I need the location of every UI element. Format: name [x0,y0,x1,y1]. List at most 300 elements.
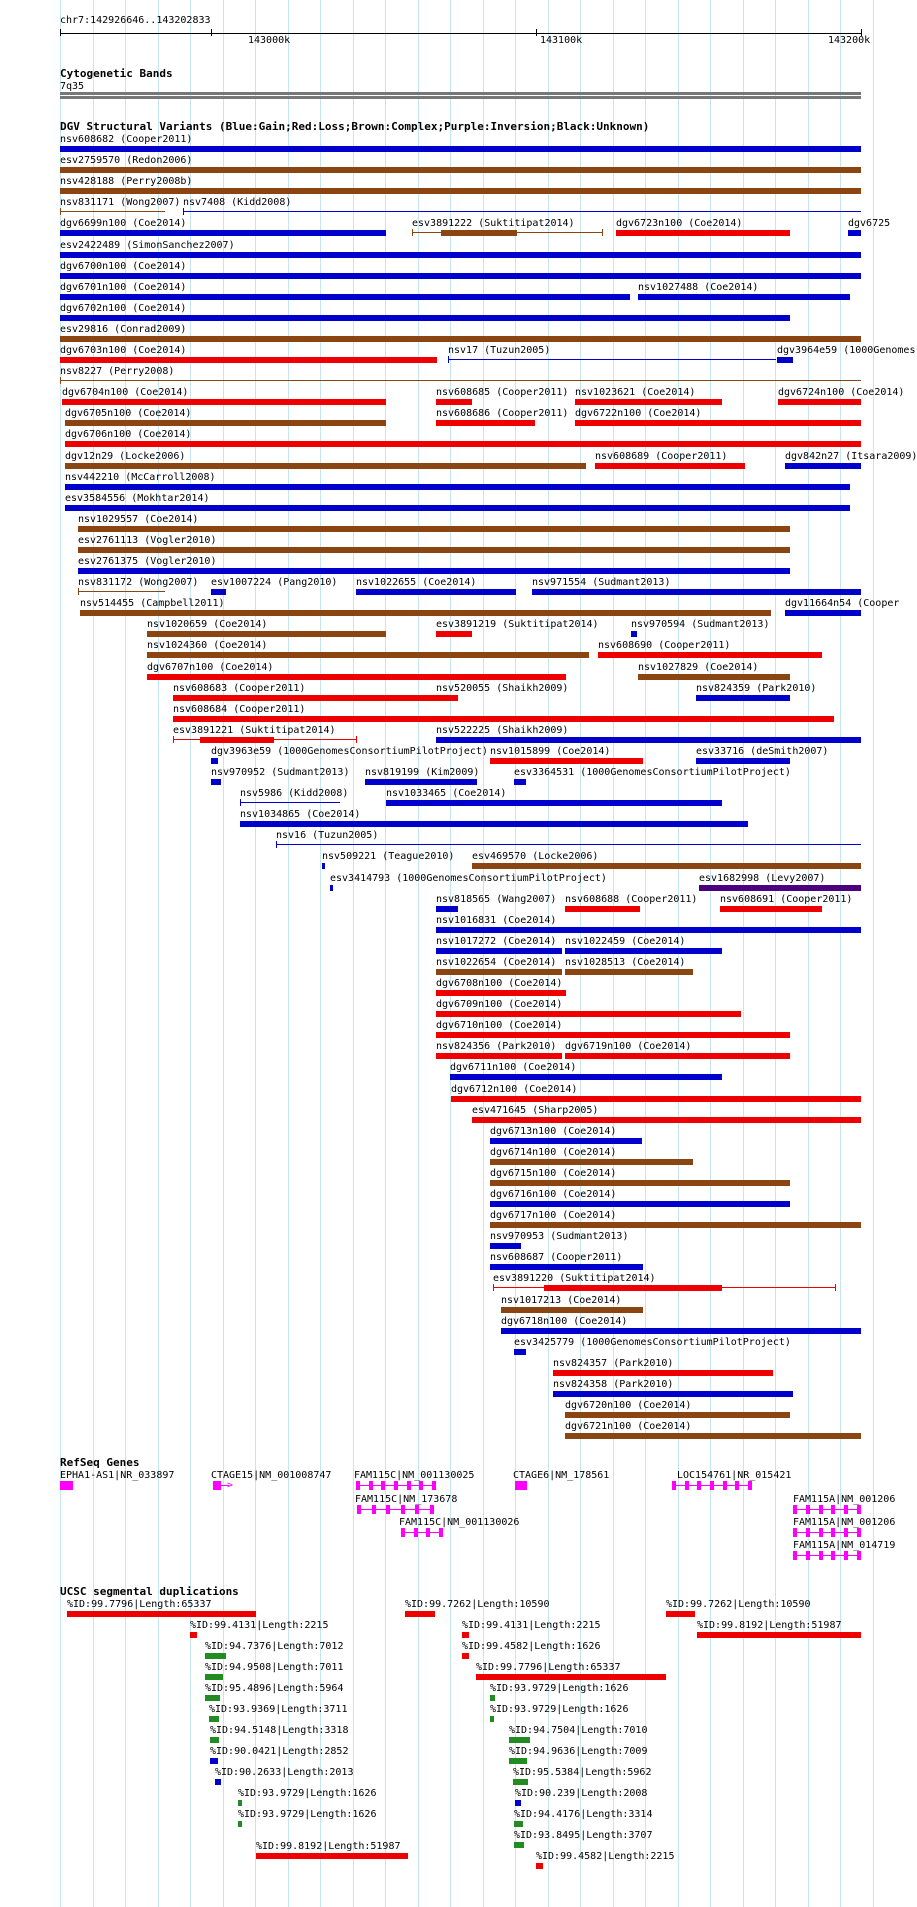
variant-bar[interactable] [436,906,458,912]
variant-label[interactable]: nsv819199 (Kim2009) [365,767,480,778]
variant-bar[interactable] [65,463,586,469]
segdup-bar[interactable] [509,1737,530,1743]
variant-bar[interactable] [436,1011,741,1017]
variant-label[interactable]: esv1682998 (Levy2007) [699,873,826,884]
variant-bar[interactable] [60,230,386,236]
variant-label[interactable]: dgv6712n100 (Coe2014) [451,1084,578,1095]
variant-label[interactable]: nsv971554 (Sudmant2013) [532,577,671,588]
variant-bar[interactable] [78,547,790,553]
variant-label[interactable]: nsv1017272 (Coe2014) [436,936,557,947]
gene-exon[interactable] [414,1528,418,1537]
variant-label[interactable]: dgv6723n100 (Coe2014) [616,218,743,229]
variant-label[interactable]: esv33716 (deSmith2007) [696,746,829,757]
variant-label[interactable]: dgv6721n100 (Coe2014) [565,1421,692,1432]
variant-label[interactable]: dgv842n27 (Itsara2009) [785,451,917,462]
variant-label[interactable]: nsv1033465 (Coe2014) [386,788,507,799]
variant-bar[interactable] [436,927,861,933]
gene-exon[interactable] [372,1505,376,1514]
variant-bar[interactable] [490,1222,861,1228]
variant-bar[interactable] [60,380,861,381]
variant-bar[interactable] [436,737,861,743]
variant-label[interactable]: nsv608690 (Cooper2011) [598,640,731,651]
variant-bar[interactable] [436,631,472,637]
variant-bar[interactable] [60,273,861,279]
variant-label[interactable]: nsv16 (Tuzun2005) [276,830,379,841]
variant-label[interactable]: dgv6710n100 (Coe2014) [436,1020,563,1031]
variant-bar[interactable] [60,188,861,194]
variant-bar[interactable] [553,1391,793,1397]
variant-bar[interactable] [173,695,436,701]
segdup-bar[interactable] [490,1716,494,1722]
variant-bar[interactable] [60,294,630,300]
variant-label[interactable]: esv3584556 (Mokhtar2014) [65,493,210,504]
gene-exon[interactable] [793,1551,797,1560]
variant-core-bar[interactable] [441,230,517,236]
variant-label[interactable]: nsv1027829 (Coe2014) [638,662,759,673]
variant-bar[interactable] [490,1180,790,1186]
variant-label[interactable]: nsv831171 (Wong2007) [60,197,181,208]
gene-exon[interactable] [819,1505,823,1514]
gene-exon[interactable] [685,1481,689,1490]
variant-bar[interactable] [490,1159,693,1165]
variant-label[interactable]: nsv509221 (Teague2010) [322,851,455,862]
segdup-bar[interactable] [190,1632,197,1638]
track-title-refseq-genes[interactable]: RefSeq Genes [60,1456,140,1469]
variant-bar[interactable] [365,779,477,785]
variant-label[interactable]: nsv7408 (Kidd2008) [183,197,292,208]
variant-label[interactable]: dgv6716n100 (Coe2014) [490,1189,617,1200]
variant-label[interactable]: nsv608689 (Cooper2011) [595,451,728,462]
variant-bar[interactable] [211,779,221,785]
segdup-label[interactable]: %ID:90.239|Length:2008 [515,1788,648,1799]
variant-bar[interactable] [616,230,790,236]
variant-label[interactable]: nsv970594 (Sudmant2013) [631,619,770,630]
segdup-label[interactable]: %ID:93.9369|Length:3711 [209,1704,348,1715]
variant-label[interactable]: dgv6706n100 (Coe2014) [65,429,192,440]
variant-label[interactable]: nsv1022459 (Coe2014) [565,936,686,947]
variant-label[interactable]: dgv6724n100 (Coe2014) [778,387,905,398]
variant-label[interactable]: nsv824359 (Park2010) [696,683,817,694]
cytoband-bar[interactable] [60,92,861,95]
gene-exon[interactable] [831,1528,835,1537]
variant-bar[interactable] [575,399,722,405]
variant-label[interactable]: dgv6709n100 (Coe2014) [436,999,563,1010]
segdup-label[interactable]: %ID:94.9636|Length:7009 [509,1746,648,1757]
variant-bar[interactable] [696,695,790,701]
variant-bar[interactable] [436,420,535,426]
variant-bar[interactable] [490,1264,643,1270]
variant-label[interactable]: nsv608686 (Cooper2011) [436,408,569,419]
variant-label[interactable]: nsv8227 (Perry2008) [60,366,175,377]
gene-exon[interactable] [748,1481,752,1490]
variant-label[interactable]: nsv520055 (Shaikh2009) [436,683,569,694]
segdup-label[interactable]: %ID:99.7262|Length:10590 [666,1599,811,1610]
gene-exon[interactable] [844,1551,848,1560]
gene-label[interactable]: FAM115A|NM_001206 [793,1494,896,1505]
variant-label[interactable]: dgv6705n100 (Coe2014) [65,408,192,419]
variant-bar[interactable] [386,800,722,806]
gene-exon[interactable] [672,1481,676,1490]
variant-label[interactable]: nsv428188 (Perry2008b) [60,176,193,187]
segdup-label[interactable]: %ID:99.4582|Length:2215 [536,1851,675,1862]
variant-label[interactable]: esv3364531 (1000GenomesConsortiumPilotProject) [514,767,791,778]
gene-exon[interactable] [357,1505,361,1514]
variant-bar[interactable] [60,357,437,363]
variant-bar[interactable] [785,610,861,616]
variant-label[interactable]: esv469570 (Locke2006) [472,851,599,862]
variant-label[interactable]: nsv608685 (Cooper2011) [436,387,569,398]
variant-bar[interactable] [436,948,562,954]
segdup-bar[interactable] [205,1674,223,1680]
variant-label[interactable]: esv3425779 (1000GenomesConsortiumPilotProject) [514,1337,791,1348]
variant-label[interactable]: nsv1034865 (Coe2014) [240,809,361,820]
gene-label[interactable]: CTAGE15|NM_001008747 [211,1470,332,1481]
variant-bar[interactable] [532,589,861,595]
variant-label[interactable]: nsv824357 (Park2010) [553,1358,674,1369]
gene-exon[interactable] [806,1505,810,1514]
variant-bar[interactable] [490,1243,521,1249]
variant-label[interactable]: nsv1016831 (Coe2014) [436,915,557,926]
variant-label[interactable]: nsv17 (Tuzun2005) [448,345,551,356]
segdup-bar[interactable] [513,1779,528,1785]
gene-exon[interactable] [710,1481,714,1490]
variant-label[interactable]: dgv6701n100 (Coe2014) [60,282,187,293]
variant-label[interactable]: dgv6700n100 (Coe2014) [60,261,187,272]
gene-exon[interactable] [844,1505,848,1514]
variant-bar[interactable] [147,631,386,637]
variant-label[interactable]: dgv6708n100 (Coe2014) [436,978,563,989]
variant-label[interactable]: dgv6717n100 (Coe2014) [490,1210,617,1221]
segdup-bar[interactable] [666,1611,695,1617]
variant-label[interactable]: dgv6707n100 (Coe2014) [147,662,274,673]
gene-exon[interactable] [430,1505,434,1514]
variant-bar[interactable] [638,674,790,680]
gene-exon[interactable] [432,1481,436,1490]
variant-bar[interactable] [595,463,745,469]
variant-bar[interactable] [565,948,722,954]
variant-bar[interactable] [65,505,850,511]
variant-bar[interactable] [78,526,790,532]
variant-core-bar[interactable] [544,1285,722,1291]
gene-exon[interactable] [415,1505,419,1514]
variant-bar[interactable] [356,589,516,595]
variant-label[interactable]: nsv831172 (Wong2007) [78,577,199,588]
variant-label[interactable]: dgv6704n100 (Coe2014) [62,387,189,398]
variant-bar[interactable] [65,484,850,490]
gene-exon[interactable] [831,1505,835,1514]
segdup-label[interactable]: %ID:93.9729|Length:1626 [238,1809,377,1820]
variant-label[interactable]: dgv6714n100 (Coe2014) [490,1147,617,1158]
variant-bar[interactable] [565,906,640,912]
variant-label[interactable]: esv3414793 (1000GenomesConsortiumPilotProject) [330,873,607,884]
variant-label[interactable]: dgv3963e59 (1000GenomesConsortiumPilotProject) [211,746,488,757]
variant-label[interactable]: dgv12n29 (Locke2006) [65,451,186,462]
variant-label[interactable]: esv2759570 (Redon2006) [60,155,193,166]
segdup-label[interactable]: %ID:94.7376|Length:7012 [205,1641,344,1652]
gene-exon[interactable] [857,1528,861,1537]
gene-exon[interactable] [844,1528,848,1537]
variant-bar[interactable] [777,357,793,363]
variant-bar[interactable] [450,1074,722,1080]
segdup-label[interactable]: %ID:90.0421|Length:2852 [210,1746,349,1757]
variant-label[interactable]: esv2761375 (Vogler2010) [78,556,217,567]
segdup-bar[interactable] [509,1758,527,1764]
segdup-label[interactable]: %ID:95.5384|Length:5962 [513,1767,652,1778]
variant-label[interactable]: nsv1017213 (Coe2014) [501,1295,622,1306]
variant-bar[interactable] [490,1138,642,1144]
variant-bar[interactable] [330,885,333,891]
segdup-bar[interactable] [67,1611,256,1617]
segdup-label[interactable]: %ID:94.7504|Length:7010 [509,1725,648,1736]
segdup-bar[interactable] [209,1716,219,1722]
variant-bar[interactable] [699,885,861,891]
variant-bar[interactable] [553,1370,773,1376]
segdup-bar[interactable] [205,1695,220,1701]
segdup-bar[interactable] [256,1853,408,1859]
variant-bar[interactable] [436,969,562,975]
variant-bar[interactable] [720,906,822,912]
variant-label[interactable]: nsv1020659 (Coe2014) [147,619,268,630]
segdup-label[interactable]: %ID:93.9729|Length:1626 [490,1683,629,1694]
variant-bar[interactable] [78,568,790,574]
variant-label[interactable]: dgv11664n54 (Cooper [785,598,900,609]
gene-exon[interactable] [407,1481,411,1490]
gene-label[interactable]: CTAGE6|NM_178561 [513,1470,610,1481]
variant-label[interactable]: nsv818565 (Wang2007) [436,894,557,905]
gene-exon[interactable] [806,1551,810,1560]
variant-bar[interactable] [848,230,861,236]
cytoband-bar[interactable] [60,96,861,99]
variant-label[interactable]: esv3891222 (Suktitipat2014) [412,218,575,229]
segdup-label[interactable]: %ID:94.9508|Length:7011 [205,1662,344,1673]
variant-bar[interactable] [211,589,226,595]
gene-exon[interactable] [806,1528,810,1537]
variant-bar[interactable] [78,591,165,592]
variant-label[interactable]: nsv442210 (McCarroll2008) [65,472,216,483]
variant-bar[interactable] [60,211,165,212]
variant-bar[interactable] [436,990,566,996]
variant-label[interactable]: dgv6699n100 (Coe2014) [60,218,187,229]
gene-exon[interactable] [515,1481,527,1490]
variant-bar[interactable] [80,610,771,616]
variant-bar[interactable] [60,336,861,342]
variant-bar[interactable] [60,252,861,258]
variant-bar[interactable] [322,863,325,869]
variant-label[interactable]: dgv6719n100 (Coe2014) [565,1041,692,1052]
variant-label[interactable]: dgv3964e59 (1000Genomes [777,345,916,356]
segdup-bar[interactable] [210,1737,219,1743]
gene-exon[interactable] [793,1505,797,1514]
variant-label[interactable]: esv3891221 (Suktitipat2014) [173,725,336,736]
variant-bar[interactable] [575,420,861,426]
segdup-bar[interactable] [210,1758,218,1764]
segdup-bar[interactable] [514,1821,523,1827]
variant-bar[interactable] [240,821,748,827]
segdup-label[interactable]: %ID:99.7796|Length:65337 [476,1662,621,1673]
variant-label[interactable]: esv1007224 (Pang2010) [211,577,338,588]
variant-bar[interactable] [631,631,637,637]
variant-bar[interactable] [501,1307,643,1313]
variant-label[interactable]: nsv608687 (Cooper2011) [490,1252,623,1263]
segdup-bar[interactable] [405,1611,435,1617]
segdup-bar[interactable] [238,1821,242,1827]
variant-bar[interactable] [490,758,643,764]
variant-label[interactable]: dgv6718n100 (Coe2014) [501,1316,628,1327]
variant-bar[interactable] [565,969,693,975]
gene-exon[interactable] [356,1481,360,1490]
variant-bar[interactable] [565,1053,790,1059]
gene-exon[interactable] [386,1505,390,1514]
segdup-bar[interactable] [697,1632,861,1638]
variant-label[interactable]: esv2422489 (SimonSanchez2007) [60,240,235,251]
gene-exon[interactable] [723,1481,727,1490]
variant-bar[interactable] [147,652,589,658]
variant-bar[interactable] [638,294,850,300]
variant-label[interactable]: nsv608684 (Cooper2011) [173,704,306,715]
gene-exon[interactable] [401,1505,405,1514]
variant-label[interactable]: dgv6715n100 (Coe2014) [490,1168,617,1179]
variant-bar[interactable] [472,863,861,869]
segdup-label[interactable]: %ID:99.8192|Length:51987 [256,1841,401,1852]
gene-label[interactable]: EPHA1-AS1|NR_033897 [60,1470,175,1481]
variant-bar[interactable] [65,420,386,426]
variant-bar[interactable] [448,359,776,360]
gene-exon[interactable] [419,1481,423,1490]
gene-exon[interactable] [857,1551,861,1560]
variant-label[interactable]: nsv608683 (Cooper2011) [173,683,306,694]
gene-label[interactable]: FAM115C|NM_001130025 [354,1470,475,1481]
variant-bar[interactable] [514,1349,526,1355]
segdup-label[interactable]: %ID:93.9729|Length:1626 [238,1788,377,1799]
variant-bar[interactable] [514,779,526,785]
variant-bar[interactable] [65,441,861,447]
gene-label[interactable]: FAM115A|NM_014719 [793,1540,896,1551]
variant-bar[interactable] [436,695,458,701]
segdup-label[interactable]: %ID:99.8192|Length:51987 [697,1620,842,1631]
variant-bar[interactable] [60,167,861,173]
variant-label[interactable]: nsv1022655 (Coe2014) [356,577,477,588]
track-title-dgv-structural-variants[interactable]: DGV Structural Variants (Blue:Gain;Red:Loss;Brown:Complex;Purple:Inversion;Black:Unknown) [60,120,650,133]
variant-label[interactable]: dgv6703n100 (Coe2014) [60,345,187,356]
variant-label[interactable]: nsv970952 (Sudmant2013) [211,767,350,778]
segdup-label[interactable]: %ID:99.7262|Length:10590 [405,1599,550,1610]
variant-label[interactable]: esv2761113 (Vogler2010) [78,535,217,546]
variant-bar[interactable] [183,211,861,212]
gene-exon[interactable] [213,1481,221,1490]
variant-label[interactable]: esv3891219 (Suktitipat2014) [436,619,599,630]
gene-exon[interactable] [831,1551,835,1560]
variant-label[interactable]: nsv514455 (Campbell2011) [80,598,225,609]
variant-bar[interactable] [696,758,790,764]
variant-label[interactable]: nsv1027488 (Coe2014) [638,282,759,293]
variant-bar[interactable] [60,146,861,152]
gene-label[interactable]: FAM115C|NM_001130026 [399,1517,520,1528]
variant-label[interactable]: nsv1015899 (Coe2014) [490,746,611,757]
variant-label[interactable]: nsv608682 (Cooper2011) [60,134,193,145]
variant-bar[interactable] [598,652,822,658]
segdup-bar[interactable] [536,1863,543,1869]
variant-bar[interactable] [173,716,834,722]
segdup-bar[interactable] [205,1653,226,1659]
gene-exon[interactable] [819,1551,823,1560]
variant-label[interactable]: nsv608688 (Cooper2011) [565,894,698,905]
variant-label[interactable]: dgv6722n100 (Coe2014) [575,408,702,419]
variant-bar[interactable] [451,1096,861,1102]
segdup-label[interactable]: %ID:93.9729|Length:1626 [490,1704,629,1715]
segdup-label[interactable]: %ID:95.4896|Length:5964 [205,1683,344,1694]
segdup-label[interactable]: %ID:99.7796|Length:65337 [67,1599,212,1610]
segdup-bar[interactable] [238,1800,242,1806]
variant-bar[interactable] [785,463,861,469]
variant-bar[interactable] [240,802,340,803]
variant-bar[interactable] [565,1412,790,1418]
variant-label[interactable]: nsv5986 (Kidd2008) [240,788,349,799]
variant-label[interactable]: nsv1029557 (Coe2014) [78,514,199,525]
variant-bar[interactable] [436,399,472,405]
variant-label[interactable]: nsv824356 (Park2010) [436,1041,557,1052]
segdup-bar[interactable] [490,1695,495,1701]
variant-label[interactable]: dgv6711n100 (Coe2014) [450,1062,577,1073]
variant-bar[interactable] [472,1117,861,1123]
variant-label[interactable]: nsv824358 (Park2010) [553,1379,674,1390]
gene-exon[interactable] [381,1481,385,1490]
gene-label[interactable]: FAM115A|NM_001206 [793,1517,896,1528]
variant-label[interactable]: esv471645 (Sharp2005) [472,1105,599,1116]
segdup-bar[interactable] [514,1842,524,1848]
variant-label[interactable]: nsv1023621 (Coe2014) [575,387,696,398]
track-title-cytogenetic-bands[interactable]: Cytogenetic Bands [60,67,173,80]
segdup-label[interactable]: %ID:93.8495|Length:3707 [514,1830,653,1841]
track-title-segmental-duplications[interactable]: UCSC segmental duplications [60,1585,239,1598]
segdup-label[interactable]: %ID:94.5148|Length:3318 [210,1725,349,1736]
variant-bar[interactable] [60,315,790,321]
variant-label[interactable]: nsv970953 (Sudmant2013) [490,1231,629,1242]
gene-exon[interactable] [857,1505,861,1514]
variant-label[interactable]: esv29816 (Conrad2009) [60,324,187,335]
gene-exon[interactable] [697,1481,701,1490]
variant-label[interactable]: dgv6713n100 (Coe2014) [490,1126,617,1137]
variant-label[interactable]: nsv1028513 (Coe2014) [565,957,686,968]
variant-bar[interactable] [147,674,566,680]
variant-label[interactable]: esv3891220 (Suktitipat2014) [493,1273,656,1284]
gene-exon[interactable] [439,1528,443,1537]
gene-exon[interactable] [394,1481,398,1490]
gene-label[interactable]: LOC154761|NR_015421 [677,1470,792,1481]
variant-bar[interactable] [490,1201,790,1207]
variant-bar[interactable] [276,844,861,845]
segdup-bar[interactable] [462,1632,469,1638]
gene-exon[interactable] [60,1481,73,1490]
variant-bar[interactable] [501,1328,861,1334]
segdup-label[interactable]: %ID:99.4131|Length:2215 [462,1620,601,1631]
variant-bar[interactable] [62,399,386,405]
gene-label[interactable]: FAM115C|NM_173678 [355,1494,458,1505]
variant-label[interactable]: dgv6702n100 (Coe2014) [60,303,187,314]
variant-label[interactable]: nsv522225 (Shaikh2009) [436,725,569,736]
gene-exon[interactable] [793,1528,797,1537]
gene-exon[interactable] [735,1481,739,1490]
variant-label[interactable]: nsv608691 (Cooper2011) [720,894,853,905]
variant-label[interactable]: nsv1024360 (Coe2014) [147,640,268,651]
segdup-bar[interactable] [215,1779,221,1785]
segdup-label[interactable]: %ID:90.2633|Length:2013 [215,1767,354,1778]
variant-label[interactable]: dgv6725 [848,218,891,229]
variant-bar[interactable] [211,758,218,764]
variant-bar[interactable] [778,399,861,405]
variant-bar[interactable] [436,1032,790,1038]
gene-exon[interactable] [426,1528,430,1537]
variant-core-bar[interactable] [200,737,274,743]
